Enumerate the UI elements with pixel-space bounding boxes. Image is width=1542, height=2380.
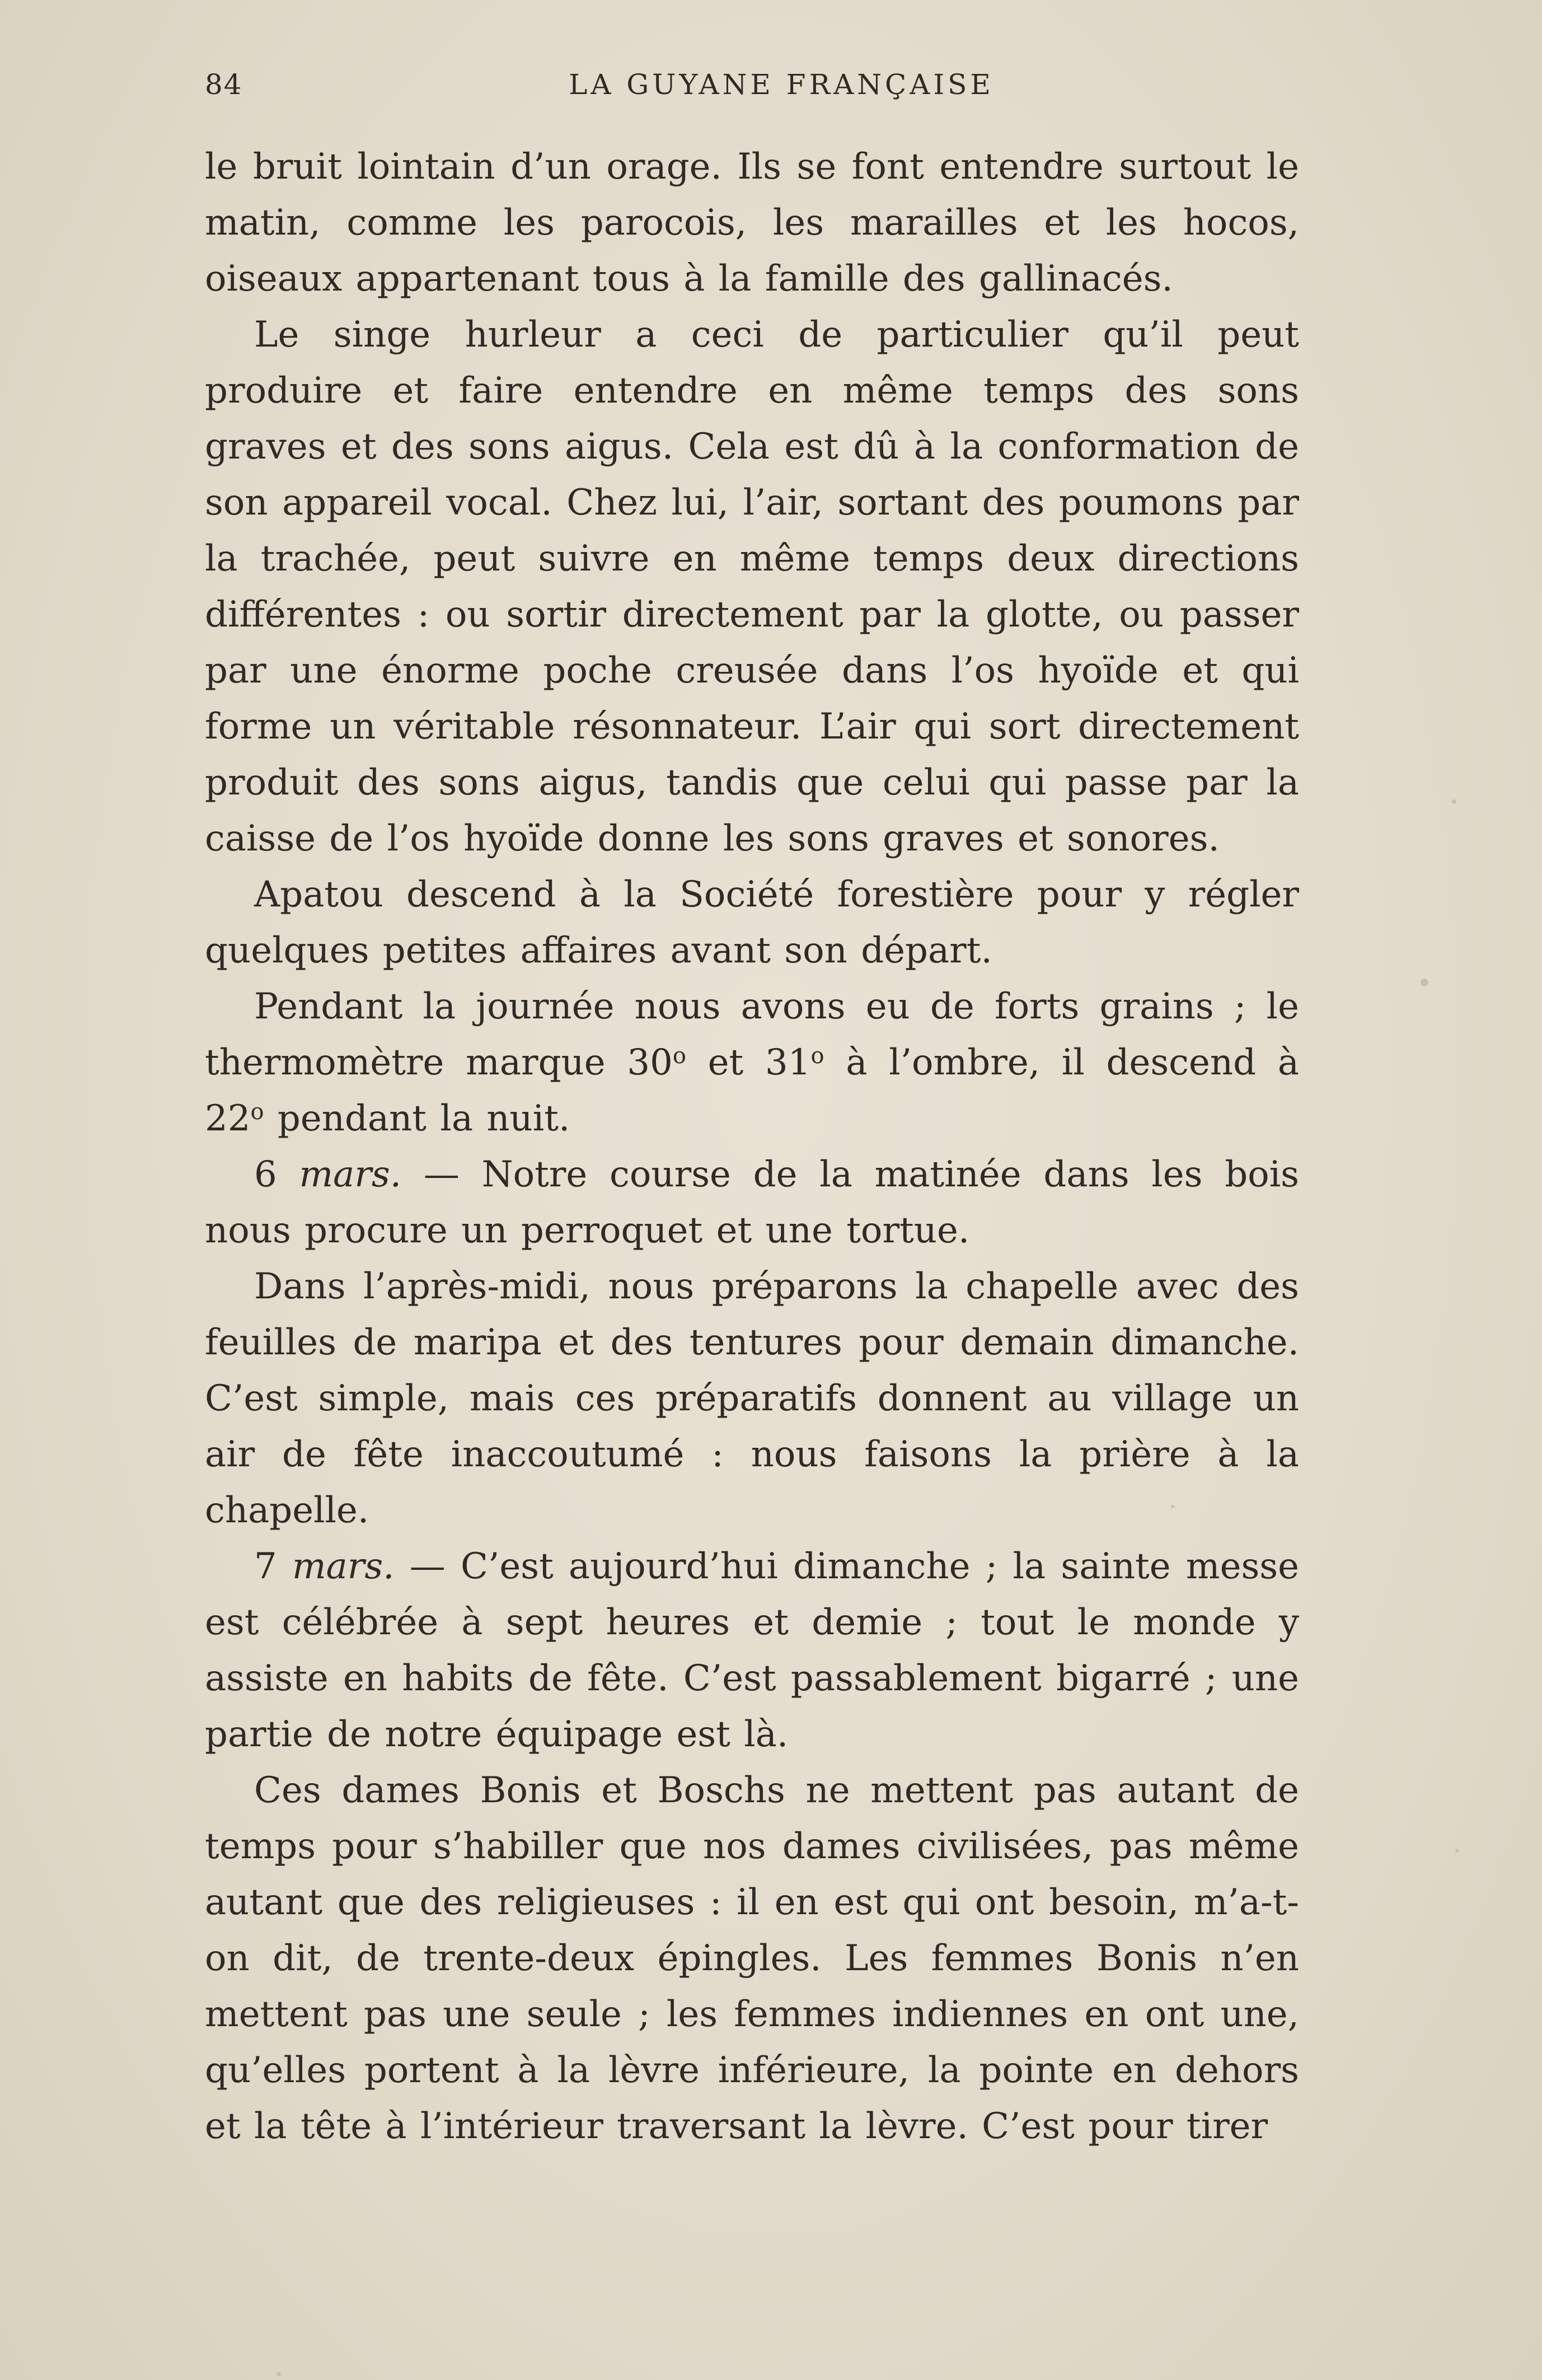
degree-sign-1: o [672,1043,686,1069]
paragraph-4 [205,979,1299,1147]
paper-speck [1452,799,1456,804]
paragraph-7-text: — C’est aujourd’hui dimanche ; la sainte messe est célébrée à sept heures et demie ; tout le monde y assiste en habits de fête. C’est passablement bigarré ; une partie de notre équipage est là. [205,1546,1300,1755]
degree-sign-3: o [250,1099,264,1125]
running-title: LA GUYANE FRANÇAISE [569,68,994,101]
paper-speck [276,2372,281,2376]
paragraph-2: Le singe hurleur a ceci de particulier qu’il peut produire et faire entendre en même temps des sons graves et des sons aigus. Cela est dû à la conformation de son appareil vocal. Chez lui, l’air, sortant des poumons par la trachée, peut suivre en même temps deux directions différentes : ou sortir directement par la glotte, ou passer par une énorme poche creusée dans l’os hyoïde et qui forme un véritable résonnateur. L’air qui sort directement produit des sons aigus, tandis que celui qui passe par la caisse de l’os hyoïde donne les sons graves et sonores. [205,314,1299,859]
paragraph-4-part-1: Pendant la journée nous avons eu de forts grains ; le thermomètre marque 30 [205,986,1299,1083]
paragraph-6: Dans l’après-midi, nous préparons la chapelle avec des feuilles de maripa et des tentures pour demain dimanche. C’est simple, mais ces préparatifs donnent au village un air de fête inaccoutumé : nous faisons la prière à la chapelle. [205,1266,1299,1531]
date-month: mars. [292,1546,395,1587]
paragraph-1: le bruit lointain d’un orage. Ils se font entendre surtout le matin, comme les parocois, les marailles et les hocos, oiseaux appartenant tous à la famille des gallinacés. [205,146,1299,300]
paragraph-3: Apatou descend à la Société forestière pour y régler quelques petites affaires avant son départ. [205,874,1299,971]
paper-speck [1421,979,1428,986]
date-day: 6 [254,1154,299,1195]
degree-sign-2: o [810,1043,824,1069]
paragraph-4-part-3: à l’ombre, il descend à 22 [205,1042,1300,1139]
paragraph-8: Ces dames Bonis et Boschs ne mettent pas autant de temps pour s’habiller que nos dames civilisées, pas même autant que des religieuses : il en est qui ont besoin, m’a-t-on dit, de trente-deux épingles. Les femmes Bonis n’en mettent pas une seule ; les femmes indiennes en ont une, qu’elles portent à la lèvre inférieure, la pointe en dehors et la tête à l’intérieur traversant la lèvre. C’est pour tirer [205,1770,1299,2147]
paper-speck [1455,1849,1459,1853]
paragraph-5 [205,1147,1299,1259]
paper-speck [1171,1505,1174,1508]
date-month: mars. [299,1154,402,1195]
page-number: 84 [205,68,243,101]
paragraph-5-text: — Notre course de la matinée dans les bois nous procure un perroquet et une tortue. [205,1154,1300,1251]
date-day: 7 [254,1546,292,1587]
page-header [205,68,1324,113]
paragraph-4-part-2: et 31 [686,1042,811,1083]
body-text [205,139,1299,2154]
paragraph-4-part-4: pendant la nuit. [264,1098,570,1139]
paragraph-7 [205,1539,1299,1762]
